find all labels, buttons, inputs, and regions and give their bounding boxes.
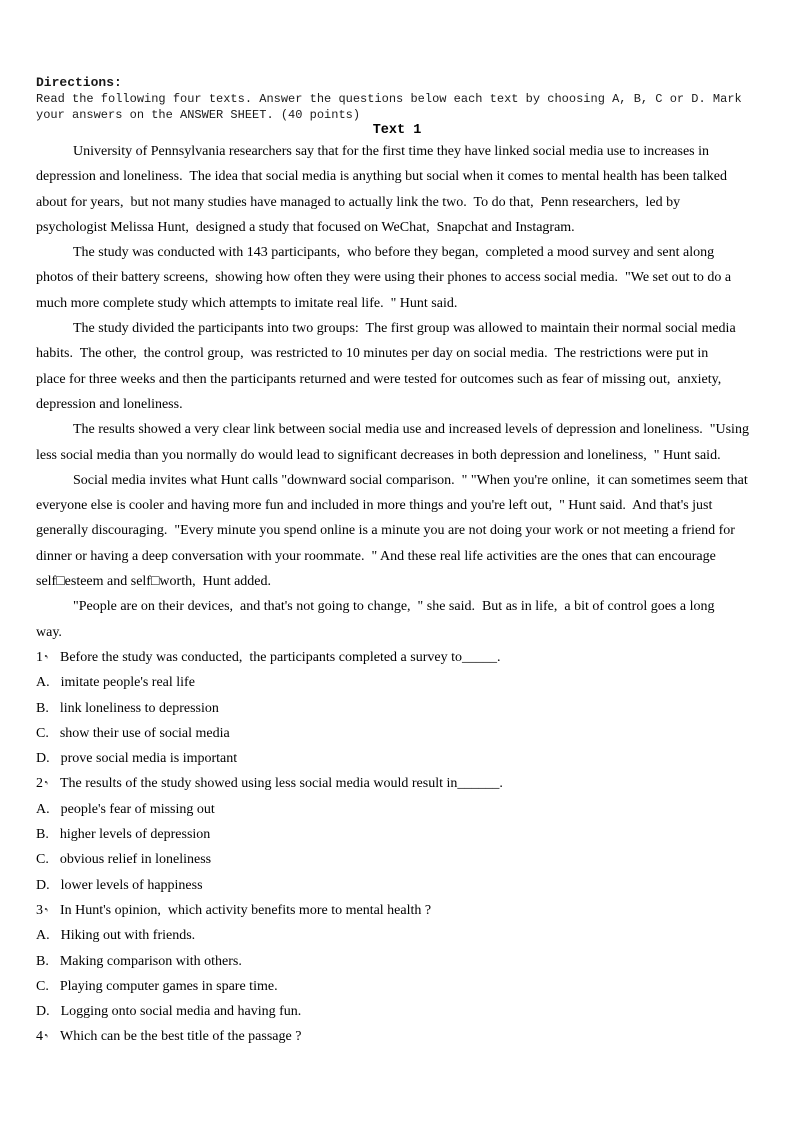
passage-line: way.	[36, 624, 62, 640]
option-line	[36, 974, 758, 999]
passage-line: about for years, but not many studies have managed to actually link the two. To do that, Penn researchers, led by	[36, 194, 681, 210]
option-period	[46, 1004, 50, 1019]
passage	[36, 139, 758, 645]
question-number: 3	[36, 902, 43, 918]
option-text: Making comparison with others.	[59, 953, 242, 969]
question-text: Before the study was conducted, the participants completed a survey to_____.	[60, 649, 501, 665]
option-period	[46, 802, 50, 817]
passage-line: everyone else is cooler and having more fun and included in more things and you're left out, " Hunt said. And that's just	[36, 498, 713, 514]
option-label: C	[36, 852, 46, 868]
option-period	[46, 928, 50, 943]
option-line	[36, 949, 758, 974]
option-label: A	[36, 928, 47, 944]
option-period	[46, 751, 50, 766]
question-text: In Hunt's opinion, which activity benefits more to mental health ?	[60, 902, 432, 918]
instruction-line-1: Read the following four texts. Answer the questions below each text by choosing A, B, C or D. Mark	[36, 92, 742, 106]
passage-line: Social media invites what Hunt calls "downward social comparison. " "When you're online, it can sometimes seem that	[73, 472, 748, 488]
option-text: link loneliness to depression	[59, 700, 219, 716]
passage-line: The study was conducted with 143 participants, who before they began, completed a mood survey and sent along	[73, 245, 715, 261]
option-line	[36, 999, 758, 1024]
option-line	[36, 923, 758, 948]
passage-line: dinner or having a deep conversation with your roommate. " And these real life activities are the ones that can encourage	[36, 548, 716, 564]
option-period	[46, 878, 50, 893]
questions	[36, 645, 758, 1050]
passage-line: less social media than you normally do would lead to significant decreases in both depression and loneliness, " Hunt said.	[36, 447, 721, 463]
option-text: people's fear of missing out	[60, 801, 215, 817]
option-period	[45, 726, 49, 741]
option-label: D	[36, 877, 47, 893]
passage-line: depression and loneliness. The idea that social media is anything but social when it comes to mental health has been talked	[36, 169, 728, 185]
option-text: Playing computer games in spare time.	[59, 978, 278, 994]
option-line	[36, 797, 758, 822]
option-label: B	[36, 953, 46, 969]
option-text: obvious relief in loneliness	[59, 852, 212, 868]
option-line	[36, 746, 758, 771]
option-label: B	[36, 827, 46, 843]
option-period	[45, 954, 49, 969]
passage-line: much more complete study which attempts to imitate real life. " Hunt said.	[36, 295, 458, 311]
option-text: prove social media is important	[60, 751, 238, 767]
question-text: The results of the study showed using less social media would result in______.	[60, 776, 503, 792]
passage-line: habits. The other, the control group, was restricted to 10 minutes per day on social media. The restrictions were put in	[36, 346, 709, 362]
option-period	[45, 979, 49, 994]
option-text: Hiking out with friends.	[60, 928, 196, 944]
directions-heading: Directions:	[36, 75, 122, 90]
question-number: 4	[36, 1029, 43, 1045]
option-label: A	[36, 801, 47, 817]
passage-line: University of Pennsylvania researchers say that for the first time they have linked social media use to increases in	[73, 144, 710, 159]
question-stem	[36, 898, 758, 923]
option-line	[36, 873, 758, 898]
option-text: higher levels of depression	[59, 827, 211, 843]
enumeration-comma	[43, 645, 60, 670]
enumeration-comma	[43, 898, 60, 923]
option-text: show their use of social media	[59, 725, 230, 741]
passage-line: psychologist Melissa Hunt, designed a study that focused on WeChat, Snapchat and Instagram.	[36, 219, 575, 235]
option-label: D	[36, 1004, 47, 1020]
passage-line: The study divided the participants into two groups: The first group was allowed to maintain their normal social media	[73, 321, 736, 337]
passage-line: self□esteem and self□worth, Hunt added.	[36, 574, 272, 590]
option-text: lower levels of happiness	[60, 877, 203, 893]
question-stem	[36, 1024, 758, 1049]
question-number: 2	[36, 776, 43, 792]
option-label: A	[36, 675, 47, 691]
option-period	[46, 675, 50, 690]
passage-line: photos of their battery screens, showing how often they were using their phones to access social media. "We set out to do a	[36, 270, 732, 286]
option-period	[45, 852, 49, 867]
option-line	[36, 721, 758, 746]
question-stem	[36, 771, 758, 796]
passage-line: generally discouraging. "Every minute you spend online is a minute you are not doing your work or not meeting a friend for	[36, 523, 735, 539]
question-stem	[36, 645, 758, 670]
option-line	[36, 696, 758, 721]
option-label: C	[36, 978, 46, 994]
option-period	[45, 827, 49, 842]
option-label: B	[36, 700, 46, 716]
passage-line: "People are on their devices, and that's not going to change, " she said. But as in life, a bit of control goes a long	[73, 599, 715, 615]
option-label: C	[36, 725, 46, 741]
option-line	[36, 822, 758, 847]
option-label: D	[36, 751, 47, 767]
option-line	[36, 847, 758, 872]
passage-line: The results showed a very clear link between social media use and increased levels of depression and loneliness. "Using	[73, 422, 749, 438]
question-number: 1	[36, 649, 43, 665]
passage-line: place for three weeks and then the participants returned and were tested for outcomes such as fear of missing out, anxiety,	[36, 371, 722, 387]
option-text: imitate people's real life	[60, 675, 195, 691]
enumeration-comma	[43, 1024, 60, 1049]
option-period	[45, 701, 49, 716]
option-text: Logging onto social media and having fun.	[60, 1004, 302, 1020]
enumeration-comma	[43, 771, 60, 796]
section-title: Text 1	[372, 123, 422, 138]
question-text: Which can be the best title of the passage ?	[60, 1029, 302, 1045]
passage-line: depression and loneliness.	[36, 396, 183, 412]
instruction-line-2: your answers on the ANSWER SHEET. (40 points)	[36, 108, 361, 122]
option-line	[36, 670, 758, 695]
